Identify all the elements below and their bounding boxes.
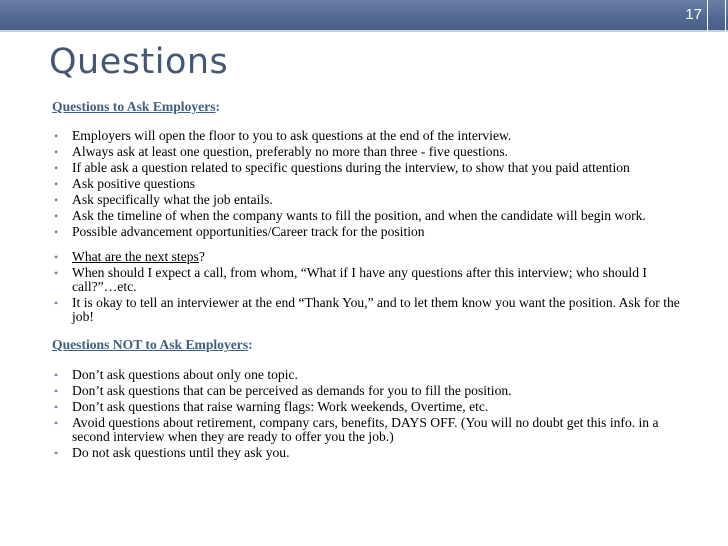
list-item: [52, 209, 692, 223]
bullet-icon: •: [54, 384, 59, 398]
bullet-icon: •: [54, 368, 59, 382]
list-item-text: Ask specifically what the job entails.: [72, 192, 273, 207]
section-heading-ask-label: Questions to Ask Employers: [52, 99, 216, 114]
list-item: [52, 266, 692, 294]
list-item: [52, 296, 692, 324]
list-item-text: It is okay to tell an interviewer at the end “Thank You,” and to let them know you want the position. Ask for the job!: [72, 295, 680, 324]
list-item-text: Ask positive questions: [72, 176, 196, 191]
list-item-text: Always ask at least one question, preferably no more than three - five questions.: [72, 144, 509, 159]
list-item-text: Employers will open the floor to you to ask questions at the end of the interview.: [72, 128, 512, 143]
list-item: [52, 250, 692, 264]
bullet-icon: •: [54, 129, 59, 143]
list-item-text: Avoid questions about retirement, company cars, benefits, DAYS OFF. (You will no doubt get this info. in a second interview when they are ready to offer you the job.): [72, 415, 659, 444]
list-item-text: Do not ask questions until they ask you.: [72, 445, 290, 460]
bullet-icon: •: [54, 161, 59, 175]
section-heading-not-ask-label: Questions NOT to Ask Employers: [52, 337, 249, 352]
list-item: [52, 400, 692, 414]
bullet-icon: •: [54, 209, 59, 223]
bullet-icon: •: [54, 400, 59, 414]
list-item: [52, 225, 692, 239]
not-ask-list: [52, 368, 692, 460]
list-item: [52, 161, 692, 175]
next-steps-text: What are the next steps: [72, 249, 199, 264]
list-item-text: Ask the timeline of when the company wants to fill the position, and when the candidate will begin work.: [72, 208, 646, 223]
list-item-text: Don’t ask questions that can be perceived as demands for you to fill the position.: [72, 383, 512, 398]
bullet-icon: •: [54, 446, 59, 460]
section-heading-ask: [52, 98, 692, 116]
edge-line: [725, 0, 726, 44]
section-heading-not-ask: [52, 336, 692, 354]
bullet-icon: •: [54, 250, 59, 264]
list-item: [52, 416, 692, 444]
list-item-text: Possible advancement opportunities/Career track for the position: [72, 224, 425, 239]
header-bar: [0, 0, 728, 30]
next-steps-list: [52, 250, 692, 324]
list-item: [52, 193, 692, 207]
list-item-text: When should I expect a call, from whom, “What if I have any questions after this interview; who should I call?”…etc.: [72, 265, 647, 294]
section-heading-not-ask-colon: :: [248, 337, 253, 352]
slide-number-divider: [707, 0, 708, 40]
list-item-text: Don’t ask questions about only one topic.: [72, 367, 298, 382]
list-item: [52, 129, 692, 143]
bullet-icon: •: [54, 416, 59, 430]
list-item: [52, 446, 692, 460]
list-item: [52, 145, 692, 159]
section-heading-ask-colon: :: [215, 99, 221, 114]
slide-content: [52, 98, 692, 462]
next-steps-question-mark: ?: [198, 249, 205, 264]
header-stripe: [0, 30, 728, 32]
bullet-icon: •: [54, 177, 59, 191]
list-item: [52, 368, 692, 382]
list-item-text: If able ask a question related to specific questions during the interview, to show that you paid attention: [72, 160, 630, 175]
list-item: [52, 384, 692, 398]
list-item: [52, 177, 692, 191]
bullet-icon: •: [54, 193, 59, 207]
bullet-icon: •: [54, 225, 59, 239]
bullet-icon: •: [54, 296, 59, 310]
list-item-text: Don’t ask questions that raise warning flags: Work weekends, Overtime, etc.: [72, 399, 489, 414]
bullet-icon: •: [54, 266, 59, 280]
slide-number: 17: [685, 6, 702, 23]
bullet-icon: •: [54, 145, 59, 159]
ask-list: [52, 129, 692, 239]
slide-title: Questions: [49, 42, 229, 82]
